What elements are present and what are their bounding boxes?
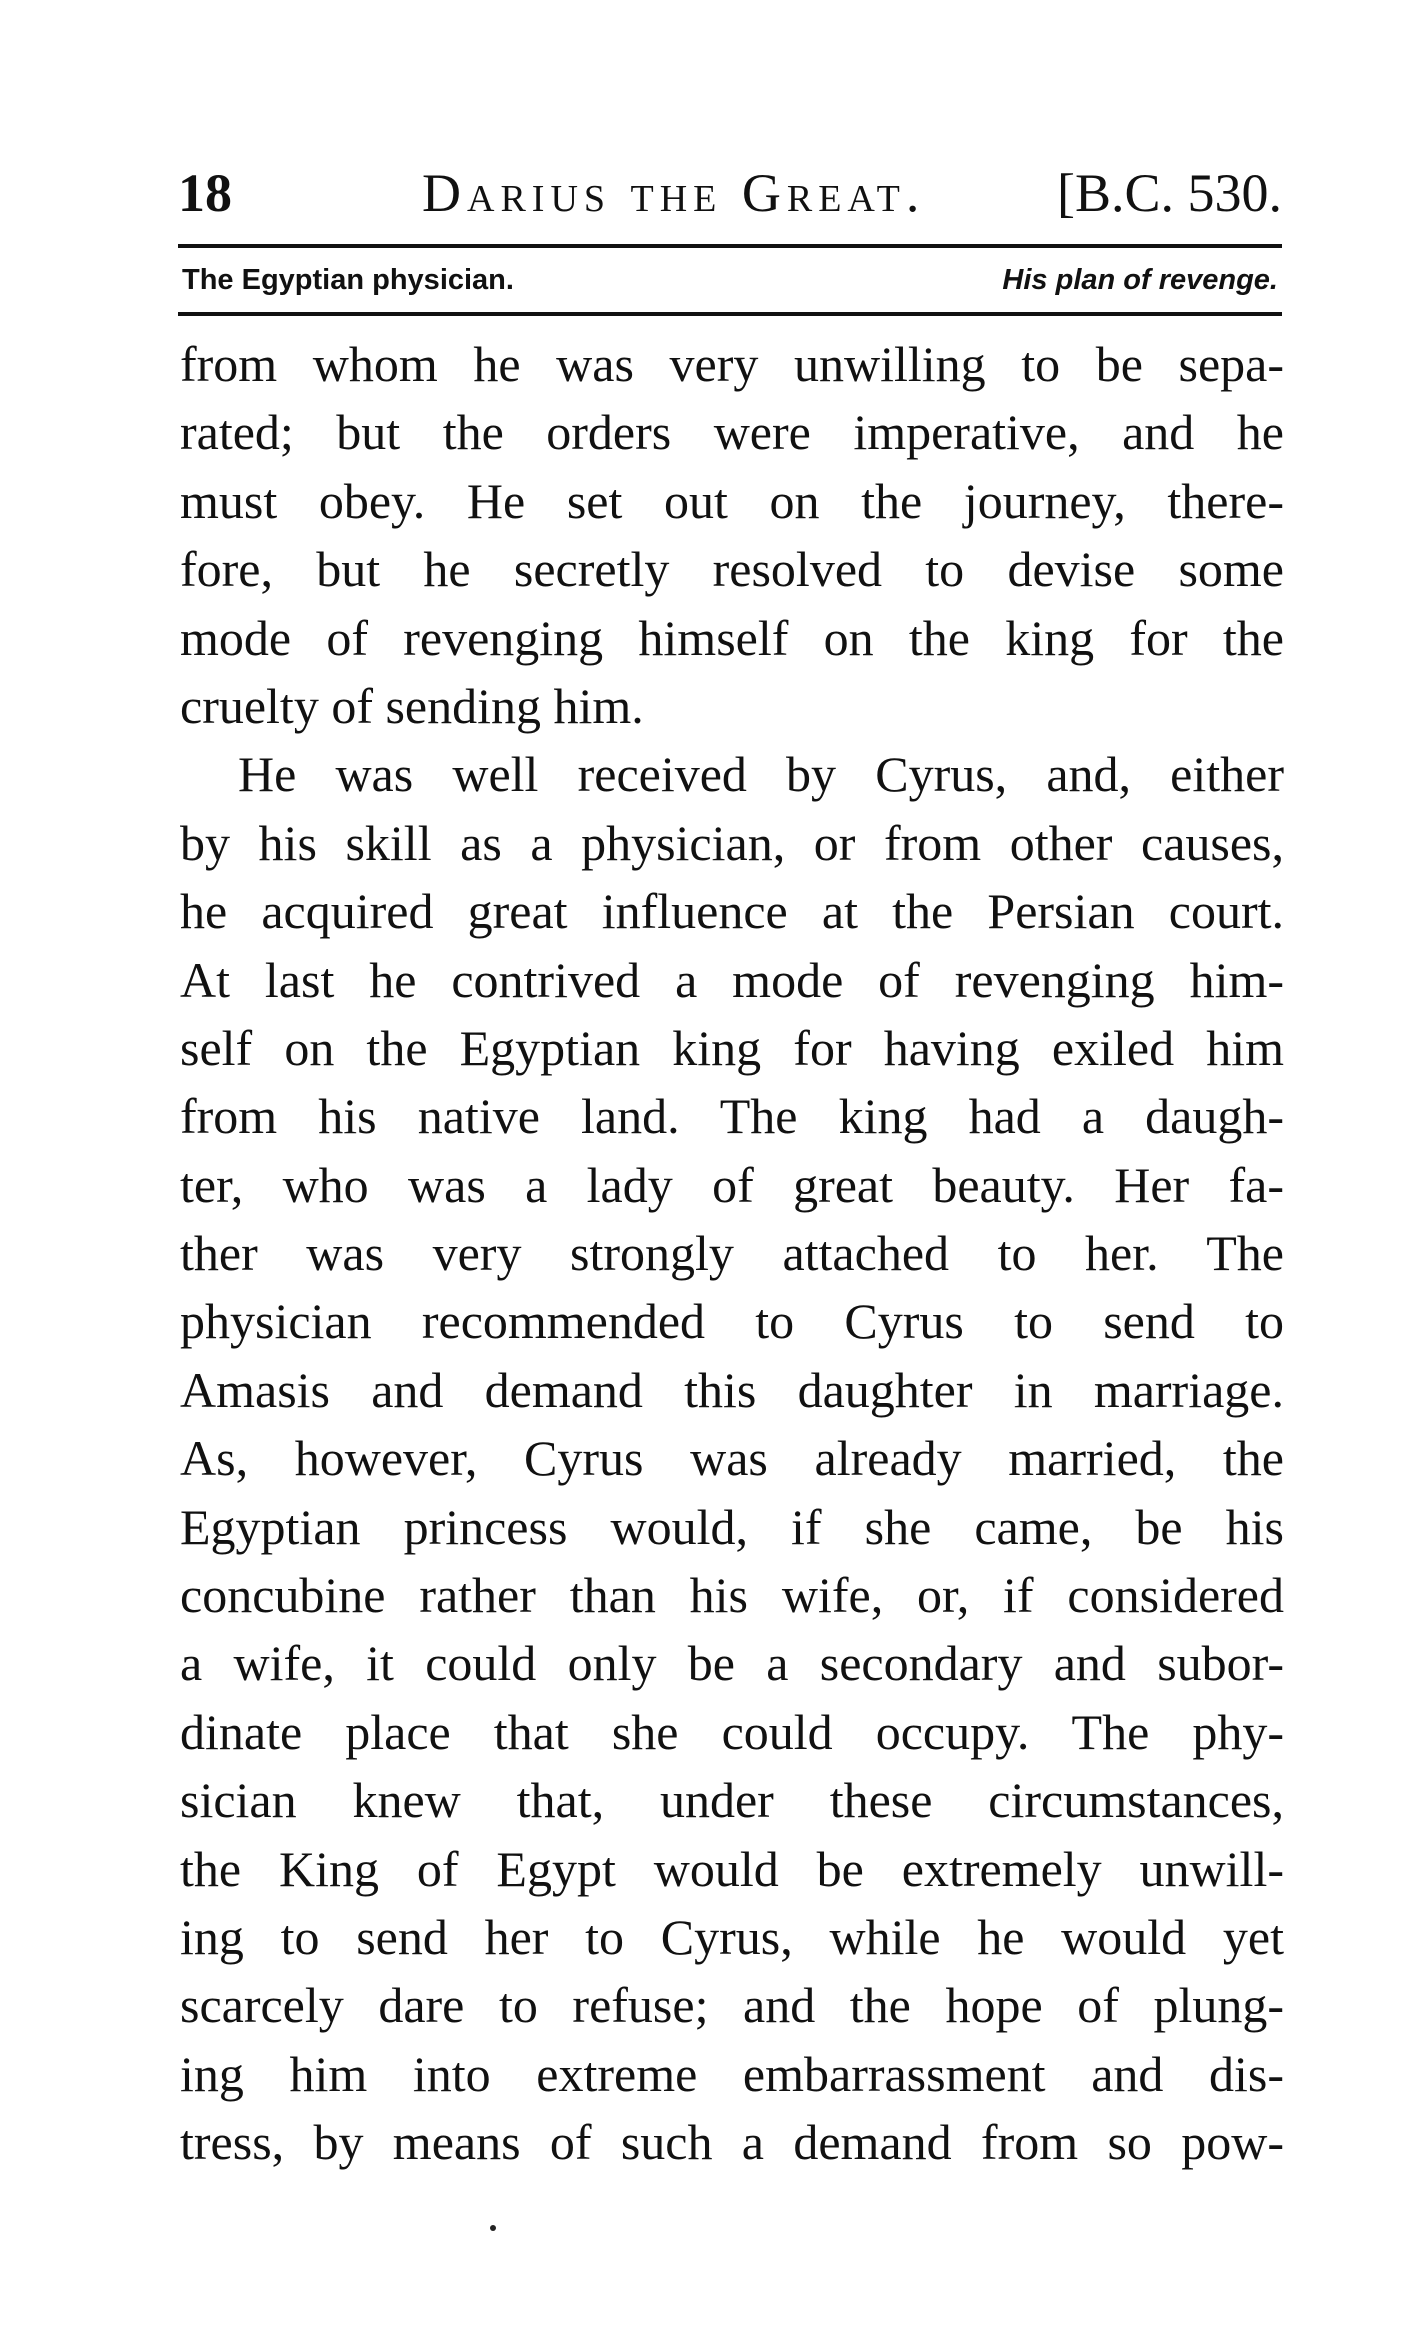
text-line: ter, who was a lady of great beauty. Her fa- xyxy=(180,1156,1284,1213)
ink-dot xyxy=(490,2225,496,2231)
text-line: ing to send her to Cyrus, while he would yet xyxy=(180,1908,1284,1965)
text-line: ing him into extreme embarrassment and dis- xyxy=(180,2045,1284,2102)
side-note-right: His plan of revenge. xyxy=(1002,264,1278,296)
text-line: cruelty of sending him. xyxy=(180,677,644,734)
text-line: concubine rather than his wife, or, if considered xyxy=(180,1567,1284,1624)
text-line: from his native land. The king had a daugh- xyxy=(180,1088,1284,1145)
text-line: tress, by means of such a demand from so pow- xyxy=(180,2114,1284,2171)
text-line: Amasis and demand this daughter in marriage. xyxy=(180,1361,1284,1418)
paragraph xyxy=(180,330,1284,740)
running-title: Darius the Great. xyxy=(422,163,926,223)
body-text xyxy=(180,330,1284,2177)
header-rule-top xyxy=(178,244,1282,248)
text-line: fore, but he secretly resolved to devise some xyxy=(180,541,1284,598)
text-line: self on the Egyptian king for having exiled him xyxy=(180,1019,1284,1076)
text-line: the King of Egypt would be extremely unwill- xyxy=(180,1840,1284,1897)
text-line: by his skill as a physician, or from other causes, xyxy=(180,814,1284,871)
date-tag: [B.C. 530. xyxy=(1056,163,1282,223)
text-line: Egyptian princess would, if she came, be his xyxy=(180,1498,1284,1555)
text-line: sician knew that, under these circumstances, xyxy=(180,1772,1284,1829)
paragraph xyxy=(180,740,1284,2176)
text-line: a wife, it could only be a secondary and subor- xyxy=(180,1635,1284,1692)
text-line: mode of revenging himself on the king for the xyxy=(180,609,1284,666)
text-line: he acquired great influence at the Persian court. xyxy=(180,883,1284,940)
text-line: scarcely dare to refuse; and the hope of plung- xyxy=(180,1977,1284,2034)
text-line: from whom he was very unwilling to be sepa- xyxy=(180,336,1284,392)
text-line: must obey. He set out on the journey, there- xyxy=(180,472,1284,529)
text-line: He was well received by Cyrus, and, either xyxy=(238,746,1284,803)
text-line: As, however, Cyrus was already married, the xyxy=(180,1430,1284,1487)
text-line: rated; but the orders were imperative, and he xyxy=(180,404,1284,461)
side-note-left: The Egyptian physician. xyxy=(182,264,514,296)
header-rule-bottom xyxy=(178,312,1282,316)
running-head xyxy=(178,158,1282,228)
page-number: 18 xyxy=(178,163,232,223)
side-notes xyxy=(178,254,1282,306)
text-line: At last he contrived a mode of revenging him- xyxy=(180,951,1284,1008)
text-line: physician recommended to Cyrus to send to xyxy=(180,1293,1284,1350)
text-line: dinate place that she could occupy. The phy- xyxy=(180,1703,1284,1760)
text-line: ther was very strongly attached to her. The xyxy=(180,1225,1284,1282)
